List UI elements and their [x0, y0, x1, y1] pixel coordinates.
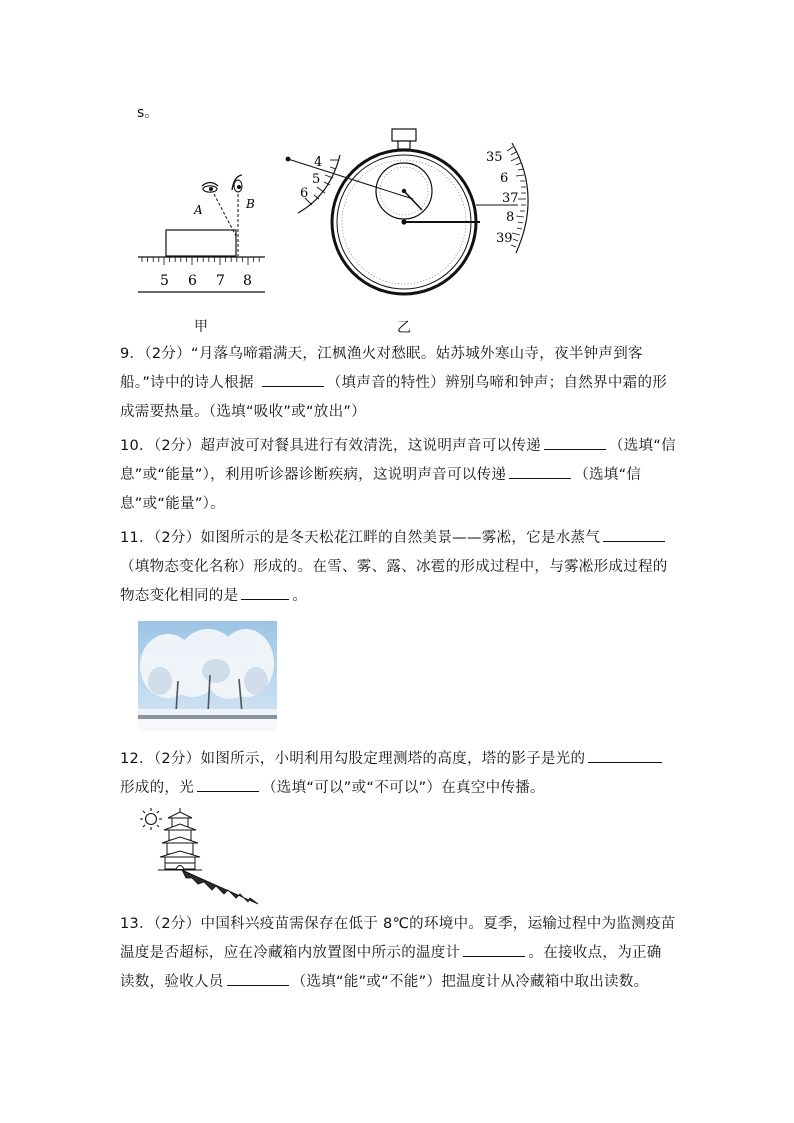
right-mark-6: 6 — [500, 171, 509, 186]
question-text: （选填“能”或“不能”）把温度计从冷藏箱中取出读数。 — [291, 974, 649, 990]
right-mark-37: 37 — [502, 191, 519, 206]
question-score: （2分） — [153, 530, 201, 546]
question-score: （2分） — [153, 751, 201, 767]
figure-yi-stopwatch — [280, 125, 540, 300]
question-text: 如图所示的是冬天松花江畔的自然美景——雾凇，它是水蒸气 — [200, 530, 601, 546]
answer-blank[interactable] — [197, 775, 259, 792]
question-text: （选填“信息”或“能量”）。 — [120, 467, 642, 512]
eye-a-label: A — [194, 203, 203, 217]
question-text: 形成的，光 — [120, 780, 194, 796]
answer-blank[interactable] — [463, 940, 525, 957]
right-mark-35: 35 — [486, 150, 503, 165]
question-number: 9． — [120, 346, 145, 362]
question-text: 如图所示，小明利用勾股定理测塔的高度，塔的影子是光的 — [200, 751, 586, 767]
question-number: 13． — [120, 916, 154, 932]
left-mark-4: 4 — [314, 155, 323, 170]
question-12 — [120, 745, 676, 803]
question-13 — [120, 910, 676, 997]
ruler-mark-5: 5 — [160, 273, 169, 289]
question-text: 。在接收点，为正确读数，验收人员 — [120, 945, 662, 990]
question-10 — [120, 432, 676, 519]
left-mark-6: 6 — [300, 186, 309, 201]
answer-blank[interactable] — [544, 433, 606, 450]
eye-a-icon — [202, 183, 218, 193]
question-score: （2分） — [153, 916, 201, 932]
tower-shadow — [182, 870, 258, 904]
answer-blank[interactable] — [262, 370, 324, 387]
question-text: （选填“信息”或“能量”），利用听诊器诊断疾病，这说明声音可以传递 — [120, 438, 676, 483]
figure-jia-ruler — [130, 170, 280, 300]
measured-block — [166, 230, 236, 256]
question-text: 中国科兴疫苗需保存在低于 8℃的环境中。夏季，运输过程中为监测疫苗温度是否超标，应在冷藏箱内放置图中所示的温度计 — [120, 916, 676, 961]
question-score: （2分） — [153, 438, 201, 454]
question-number: 11． — [120, 530, 154, 546]
question-text: “月落乌啼霜满天，江枫渔火对愁眠。姑苏城外寒山寺，夜半钟声到客船。”诗中的诗人根据 — [120, 346, 643, 391]
answer-blank[interactable] — [603, 525, 665, 542]
right-mark-8: 8 — [506, 210, 515, 225]
figure-yi-label: 乙 — [397, 320, 411, 336]
answer-blank[interactable] — [509, 462, 571, 479]
ruler-mark-7: 7 — [216, 273, 225, 289]
tower-shadow-figure — [138, 806, 263, 906]
right-mark-39: 39 — [496, 231, 513, 246]
left-mark-5: 5 — [312, 172, 321, 187]
previous-question-fragment: s。 — [137, 105, 159, 121]
question-text: 。 — [292, 588, 308, 604]
question-text: （选填“可以”或“不可以”）在真空中传播。 — [262, 780, 545, 796]
eye-b-label: B — [246, 197, 255, 211]
question-text: 超声波可对餐具进行有效清洗，这说明声音可以传递 — [200, 438, 541, 454]
question-number: 12． — [120, 751, 154, 767]
rime-photo — [138, 621, 277, 731]
answer-blank[interactable] — [588, 746, 662, 763]
question-number: 10． — [120, 438, 154, 454]
eye-b-icon — [232, 175, 242, 192]
question-9 — [120, 340, 676, 427]
question-text: 热量。（选填“吸收”或“放出”） — [164, 404, 367, 420]
figure-jia-label: 甲 — [194, 319, 208, 335]
tower-icon — [158, 808, 202, 870]
question-score: （2分） — [144, 346, 192, 362]
sun-icon — [140, 808, 162, 830]
answer-blank[interactable] — [227, 969, 289, 986]
ruler-mark-6: 6 — [188, 273, 197, 289]
question-11 — [120, 524, 676, 611]
question-text: （填声音的特性）辨别乌啼和钟声；自然界中霜的形成需要 — [120, 375, 668, 420]
ruler-mark-8: 8 — [243, 273, 252, 289]
answer-blank[interactable] — [241, 583, 289, 600]
question-text: （填物态变化名称）形成的。在雪、雾、露、冰雹的形成过程中，与雾凇形成过程的物态变化相同的是 — [120, 559, 668, 604]
